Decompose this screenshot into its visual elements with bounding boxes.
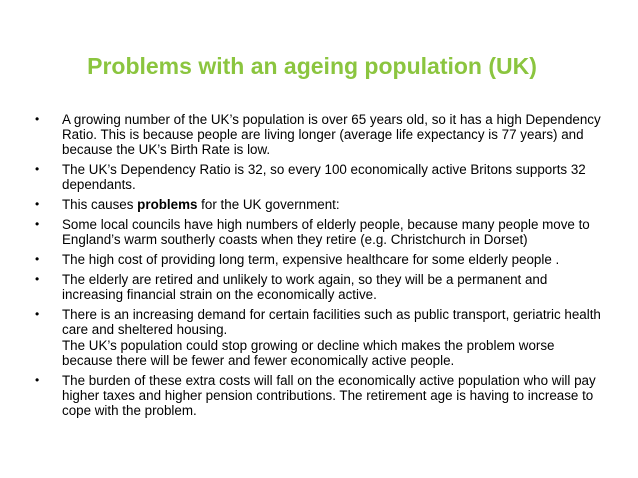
list-item-text: The UK’s population could stop growing or decline which makes the problem worse because there will be fewer and fewer economically active people. xyxy=(62,338,555,368)
list-item-text: The UK’s Dependency Ratio is 32, so every 100 economically active Britons supports 32 dependants. xyxy=(62,162,586,192)
list-item xyxy=(35,373,601,418)
slide-title-text: Problems with an ageing population (UK) xyxy=(87,53,537,79)
bullet-icon: • xyxy=(35,252,40,266)
bullet-icon: • xyxy=(35,307,40,321)
list-item xyxy=(35,272,601,302)
list-item-text-before: This causes xyxy=(62,197,138,212)
list-item-text: The burden of these extra costs will fall on the economically active population who will pay higher taxes and higher pension contributions. The retirement age is having to increase to cope with the problem. xyxy=(62,373,596,418)
list-item xyxy=(35,197,601,212)
list-item-text: The high cost of providing long term, expensive healthcare for some elderly people . xyxy=(62,252,560,267)
list-item-text: A growing number of the UK’s population is over 65 years old, so it has a high Dependency Ratio. This is because people are living longer (average life expectancy is 77 years) and because the UK’s Birth Rate is low. xyxy=(62,112,601,157)
list-item-text: There is an increasing demand for certain facilities such as public transport, geriatric health care and sheltered housing. xyxy=(62,307,601,337)
list-item xyxy=(35,252,601,267)
bullet-icon: • xyxy=(35,272,40,286)
list-item xyxy=(35,338,601,368)
bullet-icon: • xyxy=(35,373,40,387)
bullet-icon: • xyxy=(35,217,40,231)
bullet-icon: • xyxy=(35,162,40,176)
list-item-text: Some local councils have high numbers of elderly people, because many people move to England’s warm southerly coasts when they retire (e.g. Christchurch in Dorset) xyxy=(62,217,590,247)
list-item xyxy=(35,307,601,337)
list-item xyxy=(35,112,601,157)
bullet-icon: • xyxy=(35,112,40,126)
list-item xyxy=(35,217,601,247)
list-item-text: The elderly are retired and unlikely to work again, so they will be a permanent and increasing financial strain on the economically active. xyxy=(62,272,548,302)
slide-title xyxy=(0,52,638,80)
list-item-text-after: for the UK government: xyxy=(197,197,340,212)
bullet-list xyxy=(35,112,601,423)
list-item-bold-text: problems xyxy=(137,197,198,212)
bullet-icon: • xyxy=(35,197,40,211)
list-item xyxy=(35,162,601,192)
